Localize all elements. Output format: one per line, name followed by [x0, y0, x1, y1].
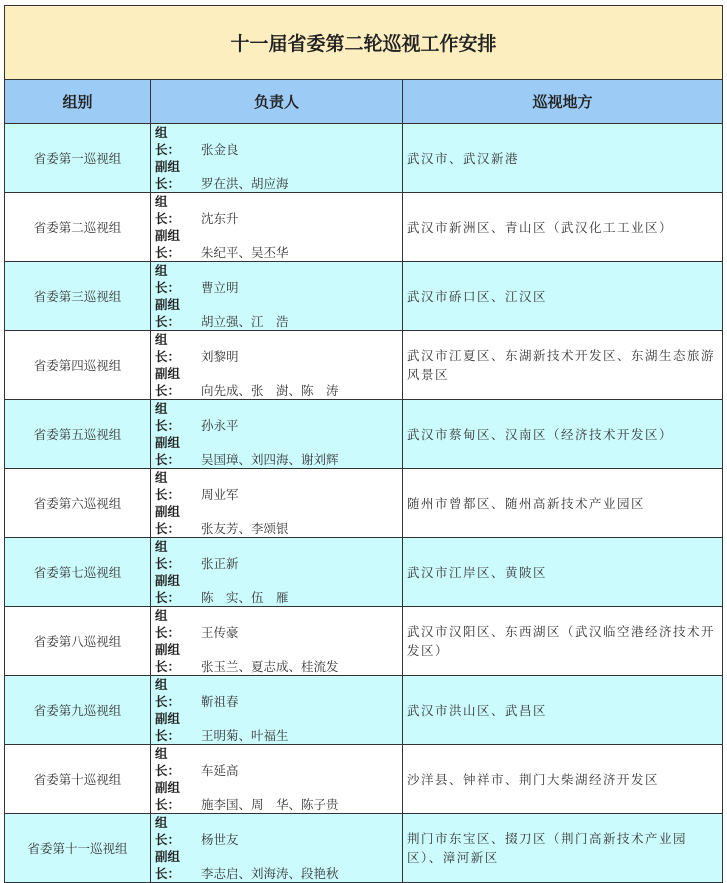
patrol-area: 随州市曾都区、随州高新技术产业园区	[403, 469, 723, 538]
table-row	[5, 262, 723, 331]
group-name: 省委第八巡视组	[5, 607, 151, 676]
deputy-names: 王明菊、叶福生	[201, 728, 289, 743]
leader-name: 曹立明	[201, 280, 239, 295]
table-row	[5, 331, 723, 400]
deputy-label: 副组长：	[155, 573, 181, 605]
leader-name: 刘黎明	[201, 349, 239, 364]
leader-label: 组 长：	[155, 470, 181, 502]
deputy-names: 陈 实、伍 雁	[201, 590, 289, 605]
deputy-names: 施李国、周 华、陈子贵	[201, 797, 339, 812]
leader-name: 车延高	[201, 763, 239, 778]
patrol-schedule-table	[4, 5, 723, 883]
responsible-cell	[151, 262, 403, 331]
leader-label: 组 长：	[155, 263, 181, 295]
deputy-names: 吴国璋、刘四海、谢刘辉	[201, 452, 339, 467]
patrol-area: 武汉市江岸区、黄陂区	[403, 538, 723, 607]
leader-name: 孙永平	[201, 418, 239, 433]
leader-line	[155, 607, 402, 641]
leader-line	[155, 331, 402, 365]
responsible-cell	[151, 400, 403, 469]
deputy-label: 副组长：	[155, 780, 181, 812]
header-area: 巡视地方	[403, 80, 723, 124]
leader-name: 杨世友	[201, 832, 239, 847]
leader-line	[155, 538, 402, 572]
responsible-cell	[151, 538, 403, 607]
table-row	[5, 469, 723, 538]
table-row	[5, 676, 723, 745]
leader-line	[155, 124, 402, 158]
deputy-line	[155, 641, 402, 675]
deputy-line	[155, 296, 402, 330]
patrol-area: 武汉市、武汉新港	[403, 124, 723, 193]
responsible-cell	[151, 607, 403, 676]
table-row	[5, 193, 723, 262]
patrol-area: 沙洋县、钟祥市、荆门大柴湖经济开发区	[403, 745, 723, 814]
deputy-names: 胡立强、江 浩	[201, 314, 289, 329]
patrol-area: 武汉市蔡甸区、汉南区（经济技术开发区）	[403, 400, 723, 469]
header-group: 组别	[5, 80, 151, 124]
leader-label: 组 长：	[155, 746, 181, 778]
table-row	[5, 538, 723, 607]
deputy-label: 副组长：	[155, 504, 181, 536]
leader-line	[155, 193, 402, 227]
header-row	[5, 80, 723, 124]
group-name: 省委第十一巡视组	[5, 814, 151, 883]
responsible-cell	[151, 124, 403, 193]
group-name: 省委第九巡视组	[5, 676, 151, 745]
leader-line	[155, 745, 402, 779]
group-name: 省委第四巡视组	[5, 331, 151, 400]
leader-line	[155, 814, 402, 848]
deputy-line	[155, 227, 402, 261]
deputy-names: 罗在洪、胡应海	[201, 176, 289, 191]
leader-name: 靳祖春	[201, 694, 239, 709]
patrol-area: 武汉市新洲区、青山区（武汉化工工业区）	[403, 193, 723, 262]
leader-line	[155, 400, 402, 434]
leader-name: 张金良	[201, 142, 239, 157]
leader-name: 周业军	[201, 487, 239, 502]
deputy-label: 副组长：	[155, 435, 181, 467]
table-row	[5, 607, 723, 676]
deputy-line	[155, 434, 402, 468]
deputy-line	[155, 158, 402, 192]
patrol-area: 武汉市江夏区、东湖新技术开发区、东湖生态旅游风景区	[403, 331, 723, 400]
table-row	[5, 814, 723, 883]
group-name: 省委第三巡视组	[5, 262, 151, 331]
responsible-cell	[151, 331, 403, 400]
responsible-cell	[151, 676, 403, 745]
deputy-label: 副组长：	[155, 711, 181, 743]
group-name: 省委第二巡视组	[5, 193, 151, 262]
table-row	[5, 124, 723, 193]
deputy-line	[155, 779, 402, 813]
patrol-area: 武汉市汉阳区、东西湖区（武汉临空港经济技术开发区）	[403, 607, 723, 676]
deputy-line	[155, 503, 402, 537]
deputy-label: 副组长：	[155, 366, 181, 398]
leader-name: 王传豪	[201, 625, 239, 640]
leader-label: 组 长：	[155, 401, 181, 433]
responsible-cell	[151, 814, 403, 883]
deputy-names: 朱纪平、吴丕华	[201, 245, 289, 260]
leader-label: 组 长：	[155, 608, 181, 640]
leader-label: 组 长：	[155, 125, 181, 157]
table-row	[5, 400, 723, 469]
responsible-cell	[151, 469, 403, 538]
deputy-names: 张友芳、李颂银	[201, 521, 289, 536]
deputy-names: 向先成、张 澍、陈 涛	[201, 383, 339, 398]
patrol-area: 武汉市硚口区、江汉区	[403, 262, 723, 331]
leader-line	[155, 262, 402, 296]
header-leader: 负责人	[151, 80, 403, 124]
deputy-label: 副组长：	[155, 642, 181, 674]
leader-label: 组 长：	[155, 815, 181, 847]
deputy-label: 副组长：	[155, 228, 181, 260]
deputy-line	[155, 710, 402, 744]
group-name: 省委第十巡视组	[5, 745, 151, 814]
patrol-area: 武汉市洪山区、武昌区	[403, 676, 723, 745]
responsible-cell	[151, 193, 403, 262]
leader-name: 张正新	[201, 556, 239, 571]
deputy-line	[155, 848, 402, 882]
group-name: 省委第七巡视组	[5, 538, 151, 607]
patrol-area: 荆门市东宝区、掇刀区（荆门高新技术产业园区）、漳河新区	[403, 814, 723, 883]
deputy-label: 副组长：	[155, 849, 181, 881]
leader-label: 组 长：	[155, 539, 181, 571]
deputy-line	[155, 572, 402, 606]
deputy-names: 张玉兰、夏志成、桂流发	[201, 659, 339, 674]
leader-name: 沈东升	[201, 211, 239, 226]
table-title: 十一届省委第二轮巡视工作安排	[5, 6, 723, 80]
table-row	[5, 745, 723, 814]
leader-label: 组 长：	[155, 332, 181, 364]
deputy-names: 李志启、刘海涛、段艳秋	[201, 866, 339, 881]
deputy-label: 副组长：	[155, 159, 181, 191]
responsible-cell	[151, 745, 403, 814]
leader-line	[155, 469, 402, 503]
leader-label: 组 长：	[155, 677, 181, 709]
group-name: 省委第一巡视组	[5, 124, 151, 193]
deputy-line	[155, 365, 402, 399]
leader-label: 组 长：	[155, 194, 181, 226]
group-name: 省委第五巡视组	[5, 400, 151, 469]
leader-line	[155, 676, 402, 710]
group-name: 省委第六巡视组	[5, 469, 151, 538]
deputy-label: 副组长：	[155, 297, 181, 329]
